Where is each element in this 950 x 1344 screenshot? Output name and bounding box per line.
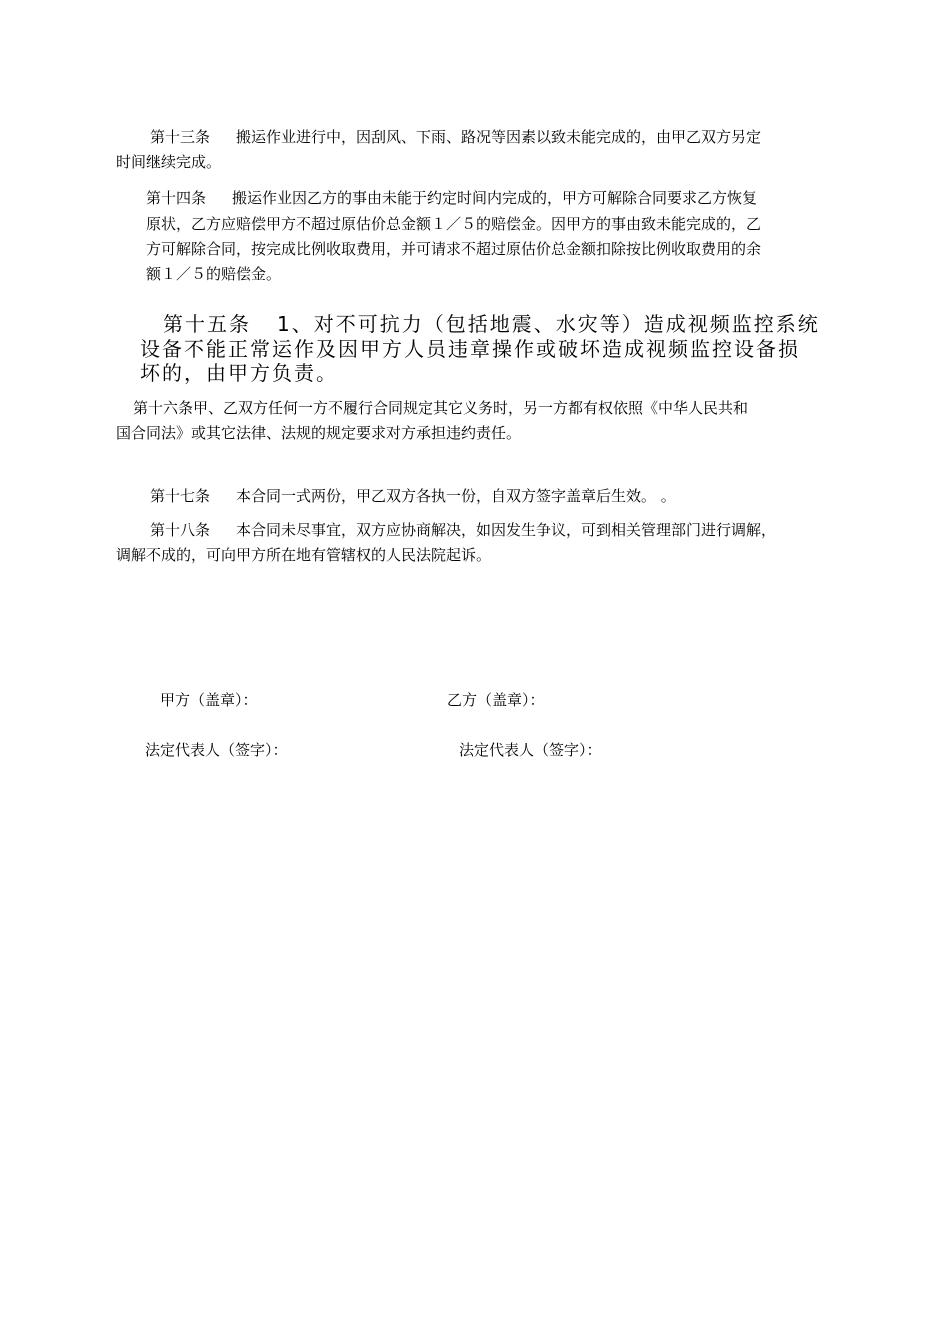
article-17-text-1: 本合同一式两份，甲乙双方各执一份，自双方签字盖章后生效。 。 xyxy=(236,487,676,505)
article-14-line-1 xyxy=(146,188,757,208)
party-a-seal-label: 甲方（盖章）： xyxy=(160,691,258,709)
article-18-line-2: 调解不成的，可向甲方所在地有管辖权的人民法院起诉。 xyxy=(116,546,492,564)
article-14-title: 第十四条 xyxy=(146,189,207,207)
article-13-line-2: 时间继续完成。 xyxy=(116,153,222,171)
article-18-line-1 xyxy=(150,520,776,540)
article-13-text-1: 搬运作业进行中，因刮风、下雨、路况等因素以致未能完成的，由甲乙双方另定 xyxy=(236,128,762,146)
article-14-line-4: 额１／５的赔偿金。 xyxy=(146,265,282,283)
article-14-line-2: 原状，乙方应赔偿甲方不超过原估价总金额１／５的赔偿金。因甲方的事由致未能完成的，乙 xyxy=(146,215,762,233)
article-15-line-1 xyxy=(163,312,820,336)
article-15-line-3: 坏的，由甲方负责。 xyxy=(140,361,338,385)
article-16-line-1: 第十六条甲、乙双方任何一方不履行合同规定其它义务时，另一方都有权依照《中华人民共和 xyxy=(133,399,749,417)
party-b-seal-label: 乙方（盖章）： xyxy=(447,691,545,709)
article-15-title: 第十五条 xyxy=(163,312,251,336)
article-15-text-1: 1、对不可抗力（包括地震、水灾等）造成视频监控系统 xyxy=(277,312,820,336)
article-17-line-1 xyxy=(150,486,676,506)
article-13-line-1 xyxy=(150,127,761,147)
article-17-title: 第十七条 xyxy=(150,487,211,505)
article-14-text-1: 搬运作业因乙方的事由未能于约定时间内完成的，甲方可解除合同要求乙方恢复 xyxy=(232,189,758,207)
article-13-title: 第十三条 xyxy=(150,128,211,146)
party-a-rep-label: 法定代表人（签字）： xyxy=(145,741,288,759)
party-b-rep-label: 法定代表人（签字）： xyxy=(459,741,602,759)
article-15-line-2: 设备不能正常运作及因甲方人员违章操作或破坏造成视频监控设备损 xyxy=(140,337,800,361)
article-18-title: 第十八条 xyxy=(150,521,211,539)
article-14-line-3: 方可解除合同，按完成比例收取费用，并可请求不超过原估价总金额扣除按比例收取费用的余 xyxy=(146,240,762,258)
article-16-line-2: 国合同法》或其它法律、法规的规定要求对方承担违约责任。 xyxy=(116,424,522,442)
article-18-text-1: 本合同未尽事宜，双方应协商解决，如因发生争议，可到相关管理部门进行调解， xyxy=(236,521,777,539)
